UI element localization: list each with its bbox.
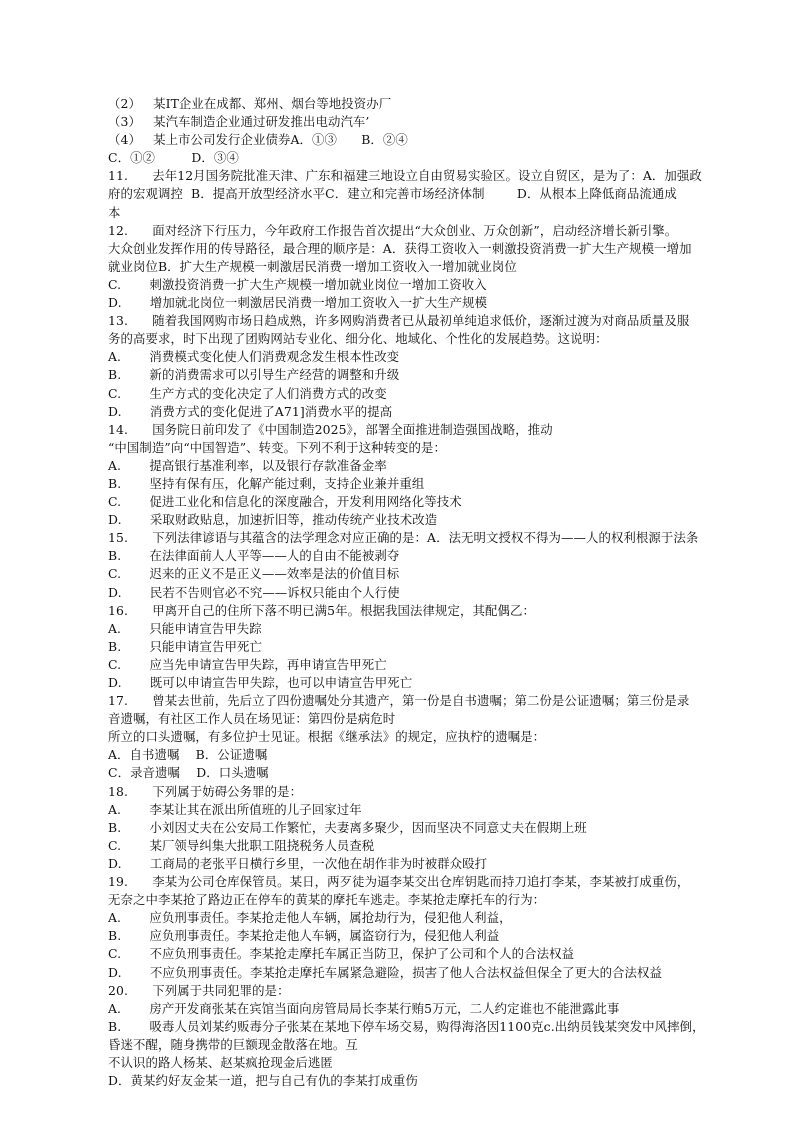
document-page [108, 95, 770, 1090]
text-line: 所立的口头遗嘱，有多位护士见证。根据《继承法》的规定，应执柠的遗嘱是： [108, 729, 546, 745]
text-line: 务的高要求，时下出现了团购网站专业化、细分化、地域化、个性化的发展趋势。这说明： [108, 331, 608, 347]
text-line: C. 生产方式的变化决定了人们消费方式的改变 [108, 385, 387, 401]
text-line: 16. 甲离开自己的住所下落不明已满5年。根据我国法律规定，其配偶乙： [108, 602, 535, 618]
text-line: A. 李某让其在派出所值班的儿子回家过年 [108, 801, 362, 817]
text-line: B. 吸毒人员刘某约贩毒分子张某在某地下停车场交易，购得海洛因1100克c.出纳员钱某突发中风摔倒， [108, 1018, 705, 1034]
text-line: C. 迟来的正义不是正义——效率是法的价值目标 [108, 566, 400, 582]
text-line: 12. 面对经济下行压力，今年政府工作报告首次提出“大众创业、万众创新”，启动经济增长新引擎。 [108, 222, 678, 238]
text-line: C. 不应负刑事责任。李某抢走摩托车属正当防卫，保护了公司和个人的合法权益 [108, 946, 575, 962]
text-line: A. 房产开发商张某在宾馆当面向房管局局长李某行贿5万元，二人约定谁也不能泄露此事 [108, 1000, 620, 1016]
text-line: 府的宏观调控 B．提高开放型经济水平C．建立和完善市场经济体制 D．从根本上降低商品流通成 [108, 186, 677, 202]
text-line: C. 某厂领导纠集大批职工阻挠税务人员查税 [108, 837, 375, 853]
text-line: 本 [108, 204, 121, 220]
text-line: B. 新的消费需求可以引导生产经营的调整和升级 [108, 367, 400, 383]
text-line: 11. 去年12月国务院批准天津、广东和福建三地设立自由贸易实验区。设立自贸区，是为了：A．加强政 [108, 168, 702, 184]
text-line: C. 刺激投资消费一扩大生产规模一增加就业岗位一增加工资收入 [108, 276, 487, 292]
text-line: 昏迷不醒，随身携带的巨额现金散落在地。互 [108, 1036, 358, 1052]
text-line: 大众创业发挥作用的传导路径，最合理的顺序是：A．获得工资收入一刺激投资消费一扩大生产规模一增加 [108, 240, 692, 256]
text-line: 14. 国务院日前印发了《中国制造2025》，部署全面推进制造强国战略，推动 [108, 421, 553, 437]
text-line: A. 应负刑事责任。李某抢走他人车辆，属抢劫行为，侵犯他人利益， [108, 910, 512, 926]
text-line: “中国制造”向“中国智造”、转变。下列不利于这种转变的是： [108, 439, 447, 455]
text-line: 无奈之中李某抢了路边正在停车的黄某的摩托车逃走。李某抢走摩托车的行为： [108, 892, 546, 908]
text-line: 15. 下列法律谚语与其蕴含的法学理念对应正确的是：A．法无明文授权不得为——人的权利根源于法条 [108, 530, 699, 546]
text-line: 18. 下列属于妨碍公务罪的是： [108, 783, 303, 799]
text-line: D. 增加就北岗位一刺激居民消费一增加工资收入一扩大生产规模 [108, 295, 488, 311]
text-line: D. 民若不告则官必不究——诉权只能由个人行使 [108, 584, 400, 600]
text-line: 不认识的路人杨某、赵某疯抢现金后逃匿 [108, 1054, 333, 1070]
text-line: （3） 某汽车制造企业通过研发推出电动汽车’ [108, 114, 370, 130]
text-line: （4） 某上市公司发行企业债券A．①③ B．②④ [108, 132, 408, 148]
text-line: C. 促进工业化和信息化的深度融合，开发利用网络化等技术 [108, 494, 462, 510]
text-line: D. 采取财政贴息，加速折旧等，推动传统产业技术改造 [108, 512, 438, 528]
text-line: B. 在法律面前人人平等——人的自由不能被剥夺 [108, 548, 400, 564]
text-line: C. 应当先申请宣告甲失踪，再申请宣告甲死亡 [108, 656, 387, 672]
text-line: D. 既可以申请宣告甲失踪，也可以申请宣告甲死亡 [108, 675, 413, 690]
text-line: （2） 某IT企业在成都、郑州、烟台等地投资办厂 [108, 96, 392, 111]
text-line: 13. 随着我国网购市场日趋成熟，许多网购消费者已从最初单纯追求低价，逐渐过渡为对商品质量及服 [108, 313, 690, 329]
text-line: A. 只能申请宣告甲失踪 [108, 620, 262, 636]
text-line: D. 工商局的老张平日横行乡里，一次他在胡作非为时被群众殴打 [108, 855, 488, 871]
text-line: B. 坚持有保有压，化解产能过剩，支持企业兼并重组 [108, 475, 425, 491]
text-line: D. 不应负刑事责任。李某抢走摩托车属紧急避险，损害了他人合法权益但保全了更大的合法权益 [108, 964, 663, 980]
text-line: C．录音遗嘱 D．口头遗嘱 [108, 765, 269, 781]
text-line: 17. 曾某去世前，先后立了四份遗嘱处分其遗产，第一份是自书遗嘱；第二份是公证遗嘱；第三份是录 [108, 693, 690, 709]
text-line: A．自书遗嘱 B．公证遗嘱 [108, 747, 268, 763]
text-line: B. 应负刑事责任。李某抢走他人车辆，属盗窃行为，侵犯他人利益 [108, 928, 500, 944]
text-line: 音遗嘱，有社区工作人员在场见证：第四份是病危时 [108, 711, 396, 727]
text-line: D. 消费方式的变化促进了A71]消费水平的提高 [108, 403, 393, 419]
text-line: B. 小刘因丈夫在公安局工作繁忙，夫妻离多聚少，因而坚决不同意丈夫在假期上班 [108, 819, 587, 835]
text-line: A. 消费模式变化使人们消费观念发生根本性改变 [108, 349, 400, 365]
text-line: 20. 下列属于共同犯罪的是： [108, 982, 290, 998]
text-line: 就业岗位B．扩大生产规模一刺激居民消费一增加工资收入一增加就业岗位 [108, 258, 517, 274]
text-line: 19. 李某为公司仓库保管员。某日，两歹徒为逼李某交出仓库钥匙而持刀追打李某，李某被打成重伤， [108, 874, 690, 890]
text-line: C．①② D．③④ [108, 150, 239, 166]
text-line: A. 提高银行基准利率，以及银行存款准备金率 [108, 457, 387, 473]
text-line: B. 只能申请宣告甲死亡 [108, 638, 262, 654]
text-line: D．黄某约好友金某一道，把与自己有仇的李某打成重伤 [108, 1073, 418, 1089]
